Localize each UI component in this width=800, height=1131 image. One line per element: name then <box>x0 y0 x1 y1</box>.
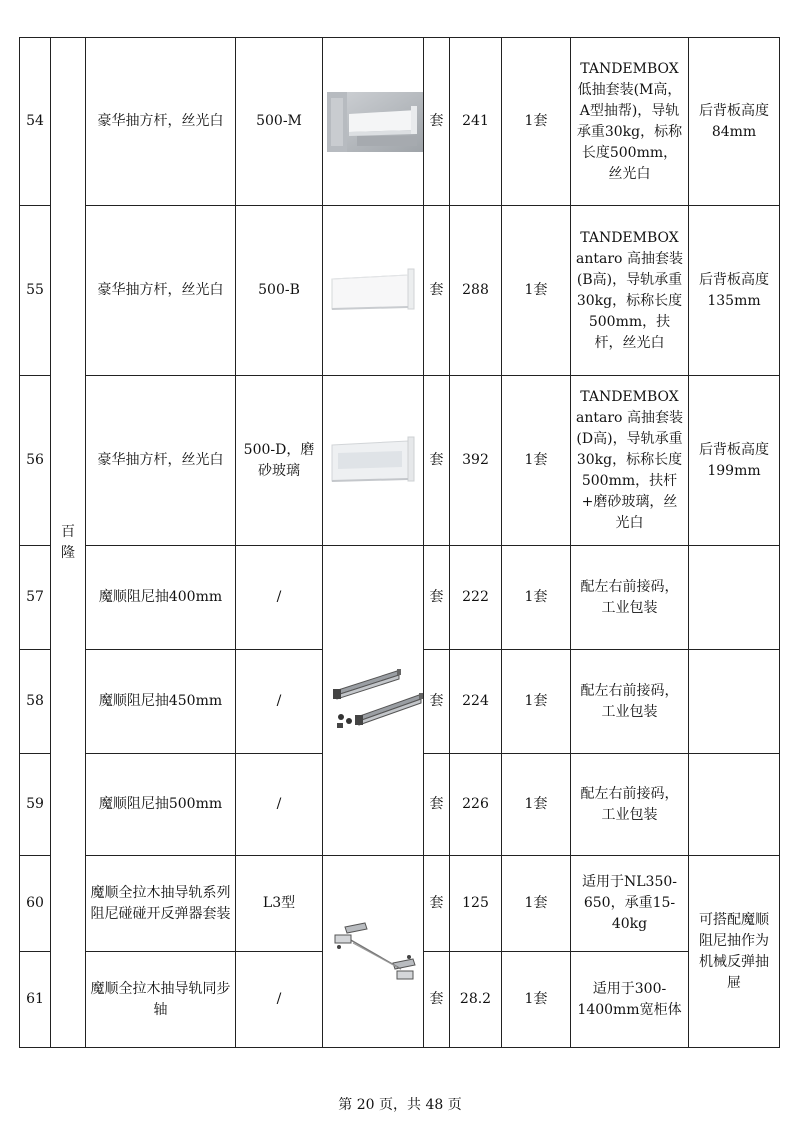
product-name: 豪华抽方杆，丝光白 <box>86 206 236 376</box>
remark: 可搭配魔顺阻尼抽作为机械反弹抽屉 <box>689 856 780 1048</box>
drawer-slide-rail-icon <box>327 661 424 741</box>
product-name: 魔顺阻尼抽500mm <box>86 754 236 856</box>
model: 500-D，磨砂玻璃 <box>236 376 323 546</box>
page-footer: 第 20 页，共 48 页 <box>338 1097 462 1113</box>
drawer-side-icon <box>328 265 418 317</box>
table-row <box>20 38 780 206</box>
brand-name: 百 隆 <box>61 523 75 561</box>
product-name: 魔顺阻尼抽450mm <box>86 650 236 754</box>
spec: 适用于300-1400mm宽柜体 <box>571 952 689 1048</box>
remark: 后背板高度199mm <box>689 376 780 546</box>
product-name: 豪华抽方杆，丝光白 <box>86 376 236 546</box>
unit: 套 <box>424 952 450 1048</box>
model: / <box>236 952 323 1048</box>
row-number: 59 <box>20 754 51 856</box>
price: 392 <box>450 376 502 546</box>
drawer-photo-icon <box>327 92 424 152</box>
spec: 配左右前接码，工业包装 <box>571 546 689 650</box>
quantity: 1套 <box>502 754 571 856</box>
row-number: 58 <box>20 650 51 754</box>
price: 241 <box>450 38 502 206</box>
price: 288 <box>450 206 502 376</box>
product-image <box>323 206 424 376</box>
row-number: 57 <box>20 546 51 650</box>
quantity: 1套 <box>502 952 571 1048</box>
model: / <box>236 754 323 856</box>
drawer-glass-icon <box>328 435 418 487</box>
table-row <box>20 546 780 650</box>
product-table <box>19 37 780 1048</box>
table-row <box>20 856 780 952</box>
product-image-rebounder <box>323 856 424 1048</box>
quantity: 1套 <box>502 206 571 376</box>
model: / <box>236 650 323 754</box>
unit: 套 <box>424 376 450 546</box>
price: 222 <box>450 546 502 650</box>
row-number: 55 <box>20 206 51 376</box>
table-row <box>20 206 780 376</box>
model: 500-B <box>236 206 323 376</box>
row-number: 61 <box>20 952 51 1048</box>
price: 125 <box>450 856 502 952</box>
push-open-rebounder-icon <box>327 917 423 987</box>
model: / <box>236 546 323 650</box>
remark: 后背板高度84mm <box>689 38 780 206</box>
row-number: 60 <box>20 856 51 952</box>
price: 224 <box>450 650 502 754</box>
unit: 套 <box>424 754 450 856</box>
product-name: 魔顺全拉木抽导轨同步轴 <box>86 952 236 1048</box>
spec: TANDEMBOX 低抽套装(M高，A型抽帮)，导轨承重30kg，标称长度500mm，丝光白 <box>571 38 689 206</box>
spec: 配左右前接码，工业包装 <box>571 650 689 754</box>
remark <box>689 546 780 650</box>
unit: 套 <box>424 206 450 376</box>
product-name: 豪华抽方杆，丝光白 <box>86 38 236 206</box>
product-image-slide-rails <box>323 546 424 856</box>
quantity: 1套 <box>502 856 571 952</box>
product-name: 魔顺全拉木抽导轨系列阻尼碰碰开反弹器套装 <box>86 856 236 952</box>
unit: 套 <box>424 856 450 952</box>
row-number: 54 <box>20 38 51 206</box>
quantity: 1套 <box>502 650 571 754</box>
spec: TANDEMBOX antaro 高抽套装(D高)，导轨承重30kg，标称长度500mm，扶杆+磨砂玻璃，丝光白 <box>571 376 689 546</box>
unit: 套 <box>424 546 450 650</box>
product-name: 魔顺阻尼抽400mm <box>86 546 236 650</box>
row-number: 56 <box>20 376 51 546</box>
product-image <box>323 38 424 206</box>
quantity: 1套 <box>502 376 571 546</box>
spec: TANDEMBOX antaro 高抽套装(B高)，导轨承重30kg，标称长度500mm，扶杆，丝光白 <box>571 206 689 376</box>
unit: 套 <box>424 650 450 754</box>
quantity: 1套 <box>502 546 571 650</box>
spec: 适用于NL350-650，承重15-40kg <box>571 856 689 952</box>
remark <box>689 650 780 754</box>
brand-cell <box>51 38 86 1048</box>
model: 500-M <box>236 38 323 206</box>
quantity: 1套 <box>502 38 571 206</box>
remark <box>689 754 780 856</box>
remark: 后背板高度135mm <box>689 206 780 376</box>
spec: 配左右前接码，工业包装 <box>571 754 689 856</box>
model: L3型 <box>236 856 323 952</box>
product-image <box>323 376 424 546</box>
unit: 套 <box>424 38 450 206</box>
price: 28.2 <box>450 952 502 1048</box>
table-row <box>20 376 780 546</box>
price: 226 <box>450 754 502 856</box>
